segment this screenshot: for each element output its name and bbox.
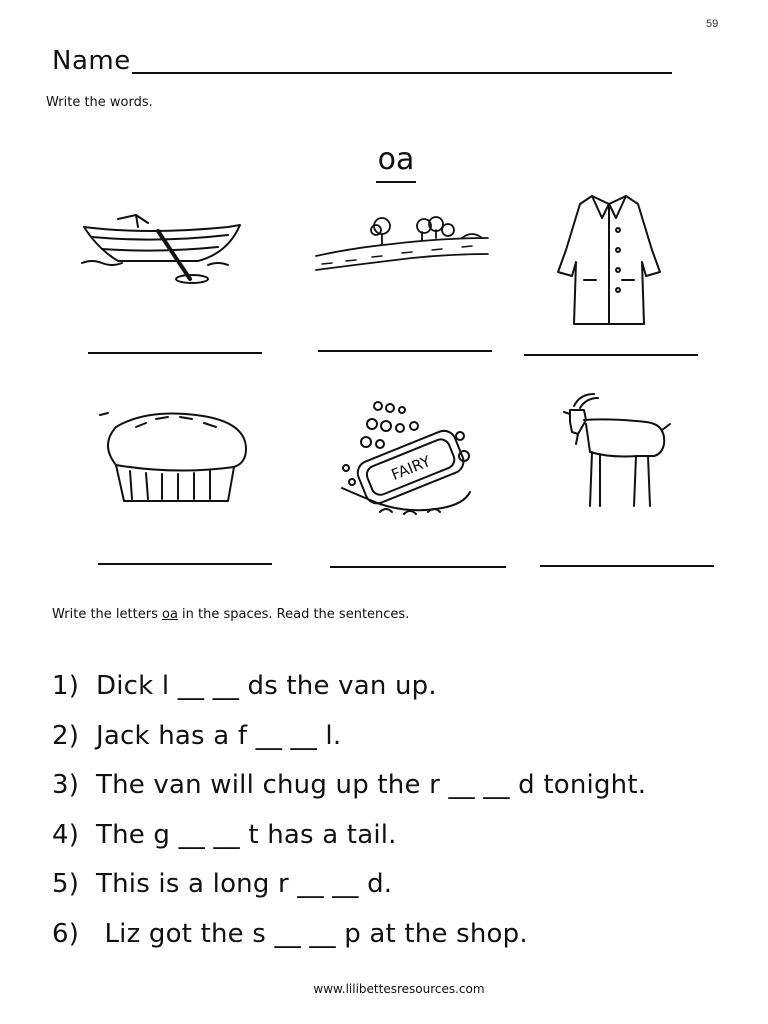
answer-line-soap[interactable] — [330, 566, 506, 568]
instruction-after: in the spaces. Read the sentences. — [177, 607, 410, 622]
instruction-before: Write the letters — [52, 607, 162, 622]
answer-line-coat[interactable] — [524, 354, 698, 356]
instruction-write-words: Write the words. — [46, 95, 153, 110]
footer-url[interactable]: www.lilibettesresources.com — [313, 982, 485, 996]
sentence-1[interactable]: 1) Dick l __ __ ds the van up. — [52, 671, 437, 701]
soap-icon — [330, 396, 480, 524]
name-label: Name — [52, 46, 131, 76]
name-write-line[interactable] — [132, 72, 672, 74]
instruction-target: oa — [161, 607, 178, 622]
sentence-2[interactable]: 2) Jack has a f __ __ l. — [52, 720, 342, 751]
sentence-4[interactable]: 4) The g __ __ t has a tail. — [52, 819, 397, 850]
road-icon — [312, 208, 492, 278]
answer-line-road[interactable] — [318, 350, 492, 352]
sentence-list — [52, 662, 646, 959]
digraph-underline — [376, 181, 416, 183]
sentence-3[interactable]: 3) The van will chug up the r __ __ d tonight. — [52, 770, 647, 800]
loaf-icon — [96, 405, 256, 505]
answer-line-goat[interactable] — [540, 565, 714, 567]
boat-icon — [78, 205, 278, 285]
page-number: 59 — [706, 18, 719, 30]
sentence-6[interactable]: 6) Liz got the s __ __ p at the shop. — [52, 918, 528, 949]
instruction-write-letters — [52, 607, 409, 622]
sentence-5[interactable]: 5) This is a long r __ __ d. — [52, 869, 393, 899]
coat-icon — [552, 190, 666, 330]
answer-line-loaf[interactable] — [98, 563, 272, 565]
goat-icon — [550, 390, 674, 514]
answer-line-boat[interactable] — [88, 352, 262, 354]
digraph-heading: oa — [377, 142, 415, 177]
soap-label: FAIRY — [388, 452, 434, 484]
